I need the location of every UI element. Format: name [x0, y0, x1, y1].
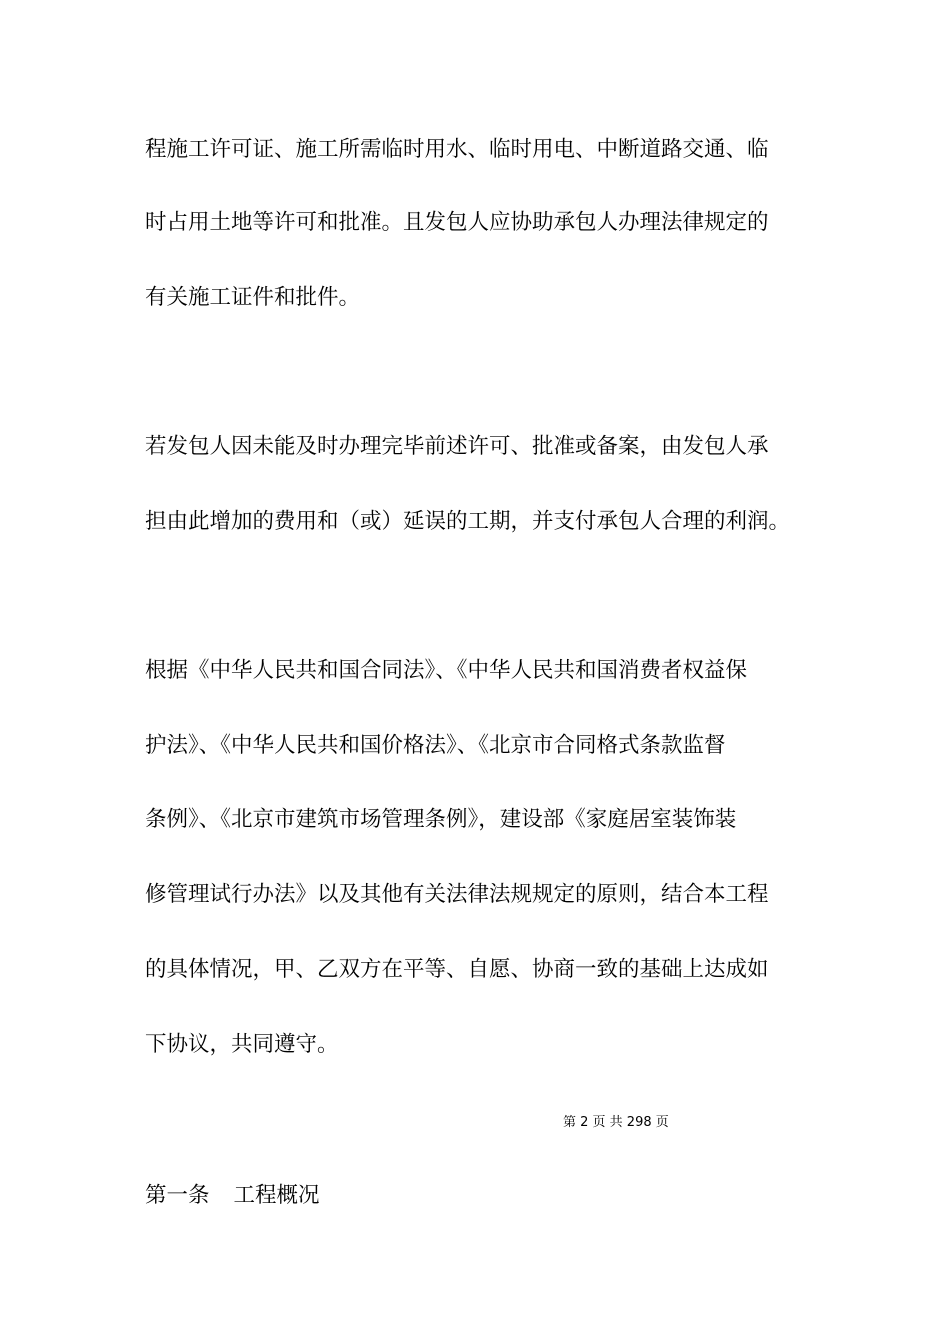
page-number: 第 2 页 共 298 页: [563, 1115, 669, 1130]
paragraph-line: 的具体情况，甲、乙双方在平等、自愿、协商一致的基础上达成如: [145, 957, 769, 982]
paragraph-line: 条例》、《北京市建筑市场管理条例》，建设部《家庭居室装饰装: [145, 807, 737, 832]
paragraph-line: 护法》、《中华人民共和国价格法》、《北京市合同格式条款监督: [145, 733, 726, 758]
paragraph-line: 时占用土地等许可和批准。且发包人应协助承包人办理法律规定的: [145, 210, 769, 235]
paragraph-line: 担由此增加的费用和（或）延误的工期，并支付承包人合理的利润。: [145, 509, 791, 534]
section-number: 第一条: [145, 1183, 210, 1208]
paragraph-line: 程施工许可证、施工所需临时用水、临时用电、中断道路交通、临: [145, 137, 769, 162]
paragraph-line: 修管理试行办法》以及其他有关法律法规规定的原则，结合本工程: [145, 882, 769, 907]
paragraph-line: 若发包人因未能及时办理完毕前述许可、批准或备案，由发包人承: [145, 434, 769, 459]
paragraph-line: 下协议，共同遵守。: [145, 1032, 339, 1057]
paragraph-line: 有关施工证件和批件。: [145, 285, 361, 310]
section-heading: [145, 1181, 320, 1211]
section-title: 工程概况: [233, 1183, 320, 1208]
paragraph-line: 根据《中华人民共和国合同法》、《中华人民共和国消费者权益保: [145, 658, 748, 683]
